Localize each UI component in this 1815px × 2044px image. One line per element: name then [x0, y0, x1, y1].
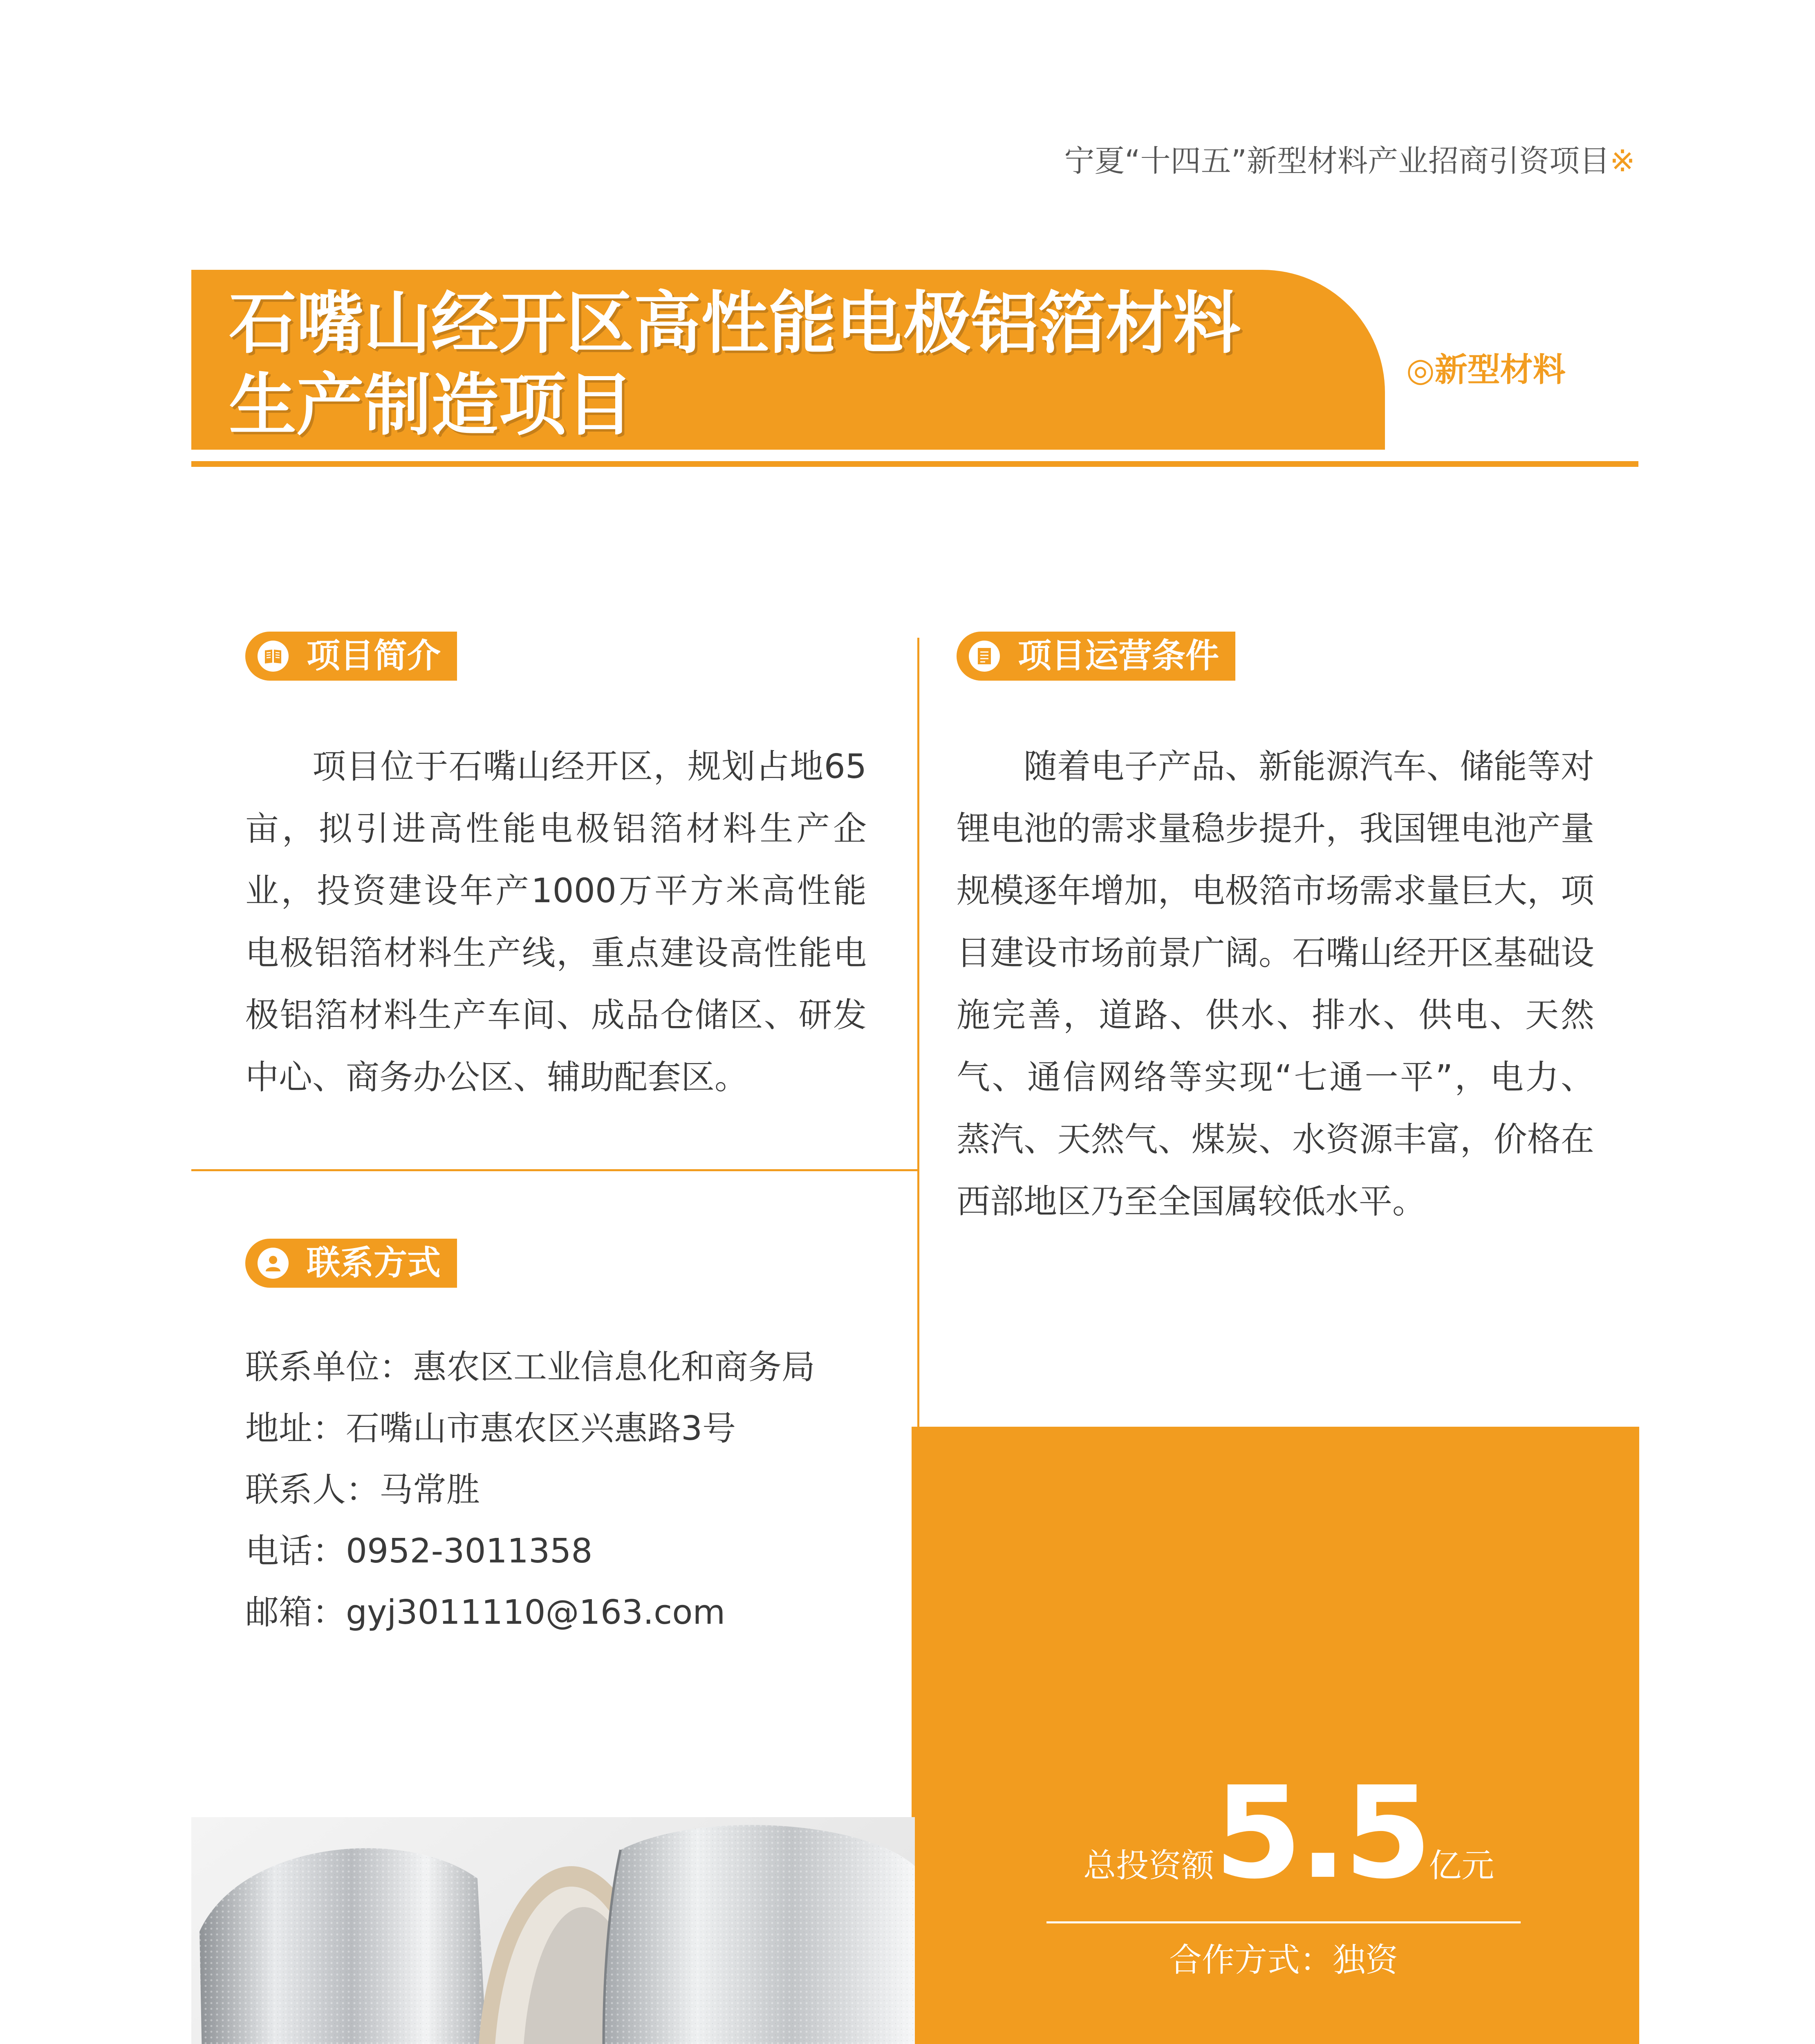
running-header-mark: ※: [1609, 143, 1635, 179]
investment-amount: [1083, 1759, 1495, 1907]
page-title: [229, 282, 1374, 446]
contact-address: 地址：石嘴山市惠农区兴惠路3号: [245, 1409, 736, 1448]
contact-phone: 电话：0952-3011358: [245, 1532, 593, 1571]
section-label-intro-text: 项目简介: [307, 637, 441, 675]
title-underline: [191, 461, 1638, 467]
column-divider: [917, 638, 919, 1429]
investment-label: 总投资额: [1083, 1847, 1214, 1885]
section-label-conditions: [957, 632, 1235, 681]
contact-person: 联系人：马常胜: [245, 1470, 480, 1509]
page-title-line-2: 生产制造项目: [229, 365, 634, 444]
running-header-title: 宁夏“十四五”新型材料产业招商引资项目: [1064, 143, 1610, 179]
aluminum-foil-tape-photo: [191, 1817, 915, 2044]
page-title-line-1: 石嘴山经开区高性能电极铝箔材料: [229, 283, 1241, 363]
investment-value: 5.5: [1214, 1759, 1429, 1907]
conditions-paragraph: 随着电子产品、新能源汽车、储能等对锂电池的需求量稳步提升，我国锂电池产量规模逐年增加，电极箔市场需求量巨大，项目建设市场前景广阔。石嘴山经开区基础设施完善，道路、供水、排水、供电、天然气、通信网络等实现“七通一平”，电力、蒸汽、天然气、煤炭、水资源丰富，价格在西部地区乃至全国属较低水平。: [957, 747, 1594, 1221]
contact-email: 邮箱：gyj3011110@163.com: [245, 1593, 726, 1632]
document-icon: [969, 641, 1000, 672]
category-tag: ◎新型材料: [1406, 351, 1566, 389]
section-label-contact-text: 联系方式: [307, 1244, 441, 1282]
investment-unit: 亿元: [1429, 1847, 1495, 1885]
contact-unit: 联系单位：惠农区工业信息化和商务局: [245, 1348, 816, 1387]
contact-block: [245, 1337, 815, 1643]
user-icon: [258, 1248, 289, 1279]
investment-rule: [1046, 1921, 1521, 1923]
right-tape-roll: [604, 1825, 915, 2044]
left-tape-roll: [199, 1848, 666, 2044]
intro-paragraph: 项目位于石嘴山经开区，规划占地65亩，拟引进高性能电极铝箔材料生产企业，投资建设年产1000万平方米高性能电极铝箔材料生产线，重点建设高性能电极铝箔材料生产车间、成品仓储区、研发中心、商务办公区、辅助配套区。: [245, 747, 867, 1097]
section-label-conditions-text: 项目运营条件: [1018, 637, 1219, 675]
cooperation-mode: 合作方式：独资: [1169, 1941, 1398, 1979]
book-icon: [258, 641, 289, 672]
section-divider: [191, 1169, 919, 1171]
running-header: [1063, 137, 1635, 180]
section-label-intro: [245, 632, 457, 681]
section-label-contact: [245, 1239, 457, 1288]
